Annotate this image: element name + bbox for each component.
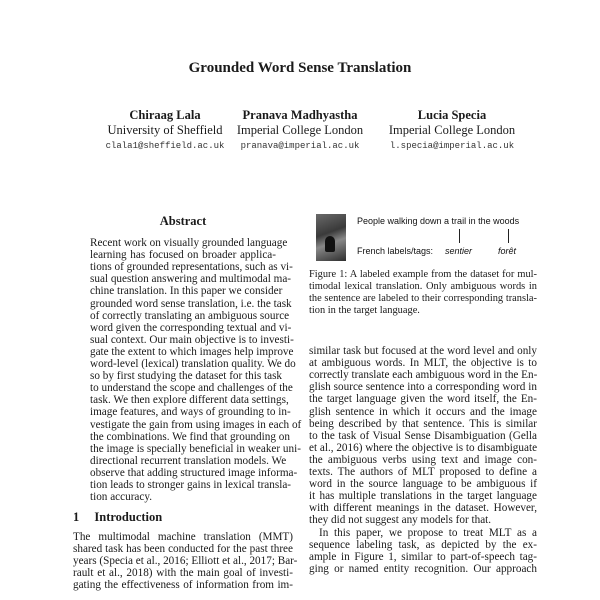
paper-title: Grounded Word Sense Translation: [188, 60, 412, 76]
text-line: the sentence are labeled to their corresponding transla-: [309, 293, 537, 304]
text-line: ging or named entity recognition. Our approach: [309, 562, 537, 575]
text-line: task. We then explore different data settings,: [90, 394, 289, 407]
text-line: The multimodal machine translation (MMT): [73, 531, 293, 543]
text-line: rault et al., 2018) with the main goal of investi-: [73, 567, 293, 580]
text-line: timodal lexical translation. Only ambiguous words in: [309, 281, 537, 292]
text-line: gate the extent to which images help improve: [90, 345, 294, 358]
section-number: 1: [73, 510, 80, 524]
text-line: sequence labeling task, as depicted by the ex-: [309, 538, 537, 551]
tag-connector: [508, 229, 509, 243]
text-line: to understand the scope and challenges of the: [90, 382, 293, 395]
text-line: being described by that sentence. This is similar: [309, 417, 537, 430]
text-line: gating the effectiveness of information from im-: [73, 579, 293, 592]
author-email: l.specia@imperial.ac.uk: [389, 141, 515, 151]
text-line: texts. The authors of MLT proposed to define a: [309, 466, 537, 478]
author-affiliation: University of Sheffield: [107, 123, 223, 137]
text-line: the image is specially beneficial in weaker uni-: [90, 442, 301, 455]
author-affiliation: Imperial College London: [236, 123, 364, 137]
text-line: the target language given the word itself, the En-: [309, 393, 537, 406]
text-line: sual context. Our main objective is to investi-: [90, 333, 294, 346]
text-line: Recent work on visually grounded language: [90, 237, 288, 249]
author-email: clala1@sheffield.ac.uk: [105, 141, 225, 151]
text-line: In this paper, we propose to treat MLT as a: [319, 526, 537, 539]
author-block: [367, 108, 537, 154]
text-line: word-level (lexical) translation quality. We do: [90, 358, 296, 370]
author-name: Pranava Madhyastha: [242, 108, 358, 122]
text-line: correctly translate each ambiguous word in the En-: [309, 369, 538, 382]
text-line: glish sentence in which it occurs and the image: [309, 405, 537, 418]
text-line: similar task but focused at the word level and only: [309, 345, 537, 357]
text-line: tions of grounded representations, such as vi-: [90, 261, 293, 274]
author-name: Chiraag Lala: [129, 108, 201, 122]
text-line: word in the source language to be ambiguous if: [309, 478, 537, 491]
abstract-heading: Abstract: [159, 214, 207, 228]
figure-sentence: People walking down a trail in the woods: [357, 216, 520, 226]
text-line: they did not suggest any models for that.: [309, 514, 492, 527]
section-title: Introduction: [94, 510, 163, 524]
text-line: tion in the target language.: [309, 305, 420, 316]
text-line: with different meanings in the dataset. However,: [309, 502, 537, 515]
text-line: Figure 1: A labeled example from the dataset for mul-: [309, 269, 537, 280]
text-line: glish source sentence into a corresponding word in: [309, 381, 537, 394]
author-block: [215, 108, 385, 154]
text-line: years (Specia et al., 2016; Elliott et al., 2017; Bar-: [73, 555, 298, 568]
text-line: it has multiple translations in the target language: [309, 490, 537, 503]
author-affiliation: Imperial College London: [388, 123, 516, 137]
text-line: the combinations. We find that grounding on: [90, 430, 290, 443]
text-line: learning has focused on broader applica-: [90, 249, 276, 262]
text-line: shared task has been conducted for the past three: [73, 543, 293, 556]
figure-labels-prefix: French labels/tags:: [357, 246, 434, 256]
text-line: directional recurrent translation models. We: [90, 454, 287, 467]
text-line: so by first studying the dataset for this task: [90, 370, 283, 383]
text-line: observe that adding structured image informa-: [90, 466, 298, 479]
figure-tag: sentier: [445, 246, 473, 256]
text-line: word given the corresponding textual and vi-: [90, 321, 292, 334]
text-line: chine translation. In this paper we consider: [90, 285, 283, 298]
author-name: Lucia Specia: [417, 108, 487, 122]
text-line: tion accuracy.: [90, 491, 153, 504]
figure-tag: forêt: [498, 246, 517, 256]
figure-image: [316, 214, 346, 261]
section-heading: [73, 510, 162, 525]
text-line: the ambiguous verbs using text and image con-: [309, 453, 537, 466]
text-line: vestigate the gain from using images in each of: [90, 418, 302, 431]
text-line: image features, and ways of grounding to in-: [90, 406, 291, 419]
text-line: at ambiguous words. In MLT, the objective is to: [309, 357, 537, 370]
text-line: et al., 2016) where the objective is to disambiguate: [309, 441, 538, 454]
text-line: sual question answering and multimodal ma-: [90, 273, 292, 286]
author-email: pranava@imperial.ac.uk: [240, 141, 360, 151]
text-line: ample in Figure 1, similar to part-of-speech tag-: [309, 550, 537, 563]
text-line: grounded word sense translation, i.e. the task: [90, 297, 292, 310]
text-line: of correctly translating an ambiguous source: [90, 309, 290, 322]
tag-connector: [459, 229, 460, 243]
text-line: to the task of Visual Sense Disambiguation (Gella: [309, 429, 537, 442]
text-line: tion leads to stronger gains in lexical transla-: [90, 479, 292, 491]
